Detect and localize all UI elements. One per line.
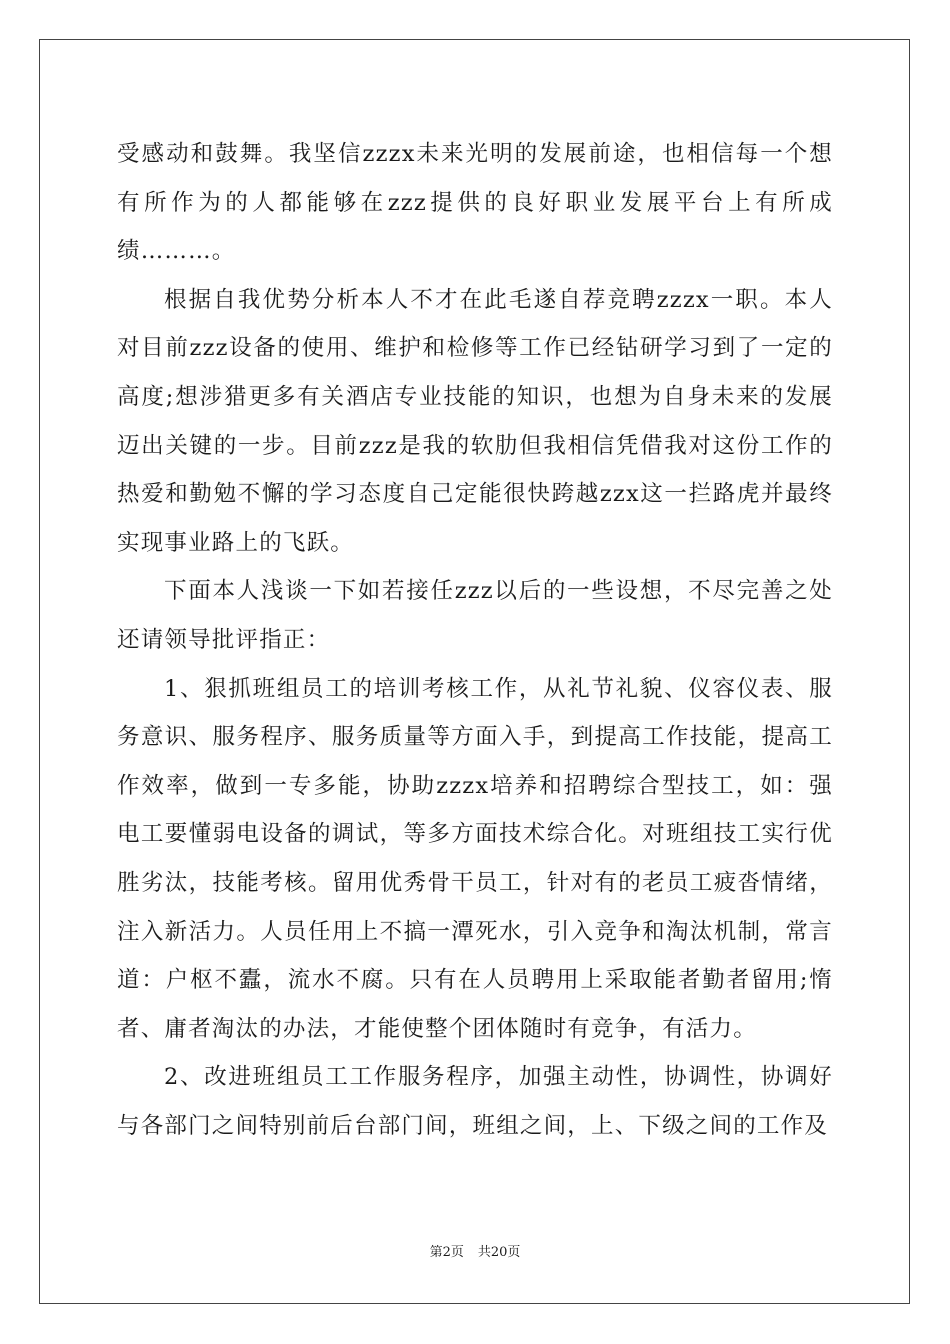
paragraph-intro-plans: 下面本人浅谈一下如若接任zzz以后的一些设想，不尽完善之处还请领导批评指正： [117,578,833,653]
paragraph-self-recommendation: 根据自我优势分析本人不才在此毛遂自荐竞聘zzzx一职。本人对目前zzz设备的使用、维护和检修等工作已经钻研学习到了一定的高度;想涉猎更多有关酒店专业技能的知识，也想为自身未来的发展迈出关键的一步。目前zzz是我的软肋但我相信凭借我对这份工作的热爱和勤勉不懈的学习态度自己定能很快跨越zzx这一拦路虎并最终实现事业路上的飞跃。 [117,286,833,556]
page-footer [0,1244,950,1262]
document-body [117,130,833,1150]
page-number: 第2页 [429,1245,464,1260]
total-pages: 共20页 [477,1245,521,1260]
paragraph-plan-1: 1、狠抓班组员工的培训考核工作，从礼节礼貌、仪容仪表、服务意识、服务程序、服务质量等方面入手，到提高工作技能，提高工作效率，做到一专多能，协助zzzx培养和招聘综合型技工，如：强电工要懂弱电设备的调试，等多方面技术综合化。对班组技工实行优胜劣汰，技能考核。留用优秀骨干员工，针对有的老员工疲沓情绪，注入新活力。人员任用上不搞一潭死水，引入竞争和淘汰机制，常言道：户枢不蠹，流水不腐。只有在人员聘用上采取能者勤者留用;惰者、庸者淘汰的办法，才能使整个团体随时有竞争，有活力。 [117,675,833,1042]
paragraph-plan-2: 2、改进班组员工工作服务程序，加强主动性，协调性，协调好与各部门之间特别前后台部门间，班组之间，上、下级之间的工作及 [117,1064,833,1139]
paragraph-continuation: 受感动和鼓舞。我坚信zzzx未来光明的发展前途，也相信每一个想有所作为的人都能够在zzz提供的良好职业发展平台上有所成绩………。 [117,141,833,265]
